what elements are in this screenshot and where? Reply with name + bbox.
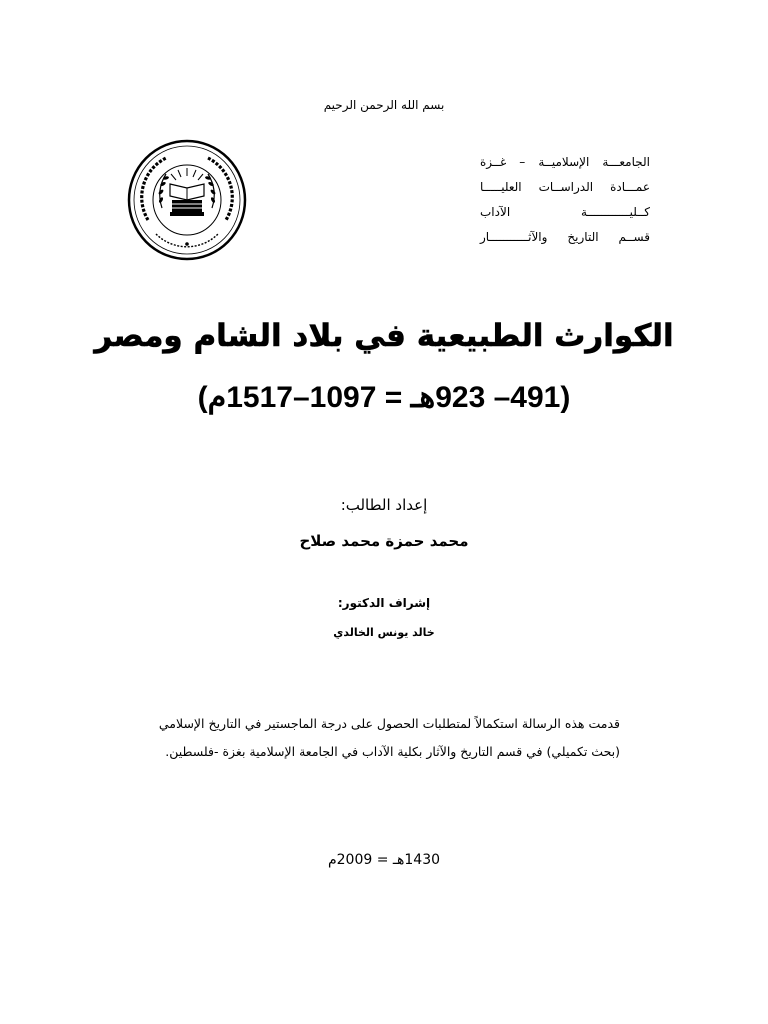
thesis-date-range: (491– 923هـ = 1097–1517م) bbox=[197, 381, 571, 414]
university-seal-logo bbox=[126, 138, 248, 262]
student-name: محمد حمزة محمد صلاح bbox=[299, 532, 469, 550]
statement-line-2: (بحث تكميلي) في قسم التاريخ والآثار بكلية الآداب في الجامعة الإسلامية بغزة -فلسطين. bbox=[165, 744, 620, 759]
faculty-name: كــليــــــــــــة الآداب bbox=[480, 205, 650, 219]
statement-line-1: قدمت هذه الرسالة استكمالاً لمتطلبات الحصول على درجة الماجستير في التاريخ الإسلامي bbox=[158, 716, 620, 731]
university-name: الجامعـــة الإسلاميــة – غــزة bbox=[480, 155, 650, 169]
supervisor-name: خالد يونس الخالدي bbox=[333, 626, 435, 639]
department-name: قســم التاريخ والآثـــــــــــار bbox=[480, 230, 650, 244]
institution-block bbox=[480, 150, 650, 250]
graduate-studies-deanship: عمـــادة الدراســات العليـــــا bbox=[480, 180, 650, 194]
student-label: إعداد الطالب: bbox=[340, 496, 428, 514]
submission-statement bbox=[148, 710, 620, 766]
basmala: بسم الله الرحمن الرحيم bbox=[323, 98, 445, 112]
submission-year: 1430هـ = 2009م bbox=[327, 852, 441, 868]
supervisor-label: إشراف الدكتور: bbox=[337, 596, 431, 610]
thesis-title: الكوارث الطبيعية في بلاد الشام ومصر bbox=[94, 318, 674, 354]
